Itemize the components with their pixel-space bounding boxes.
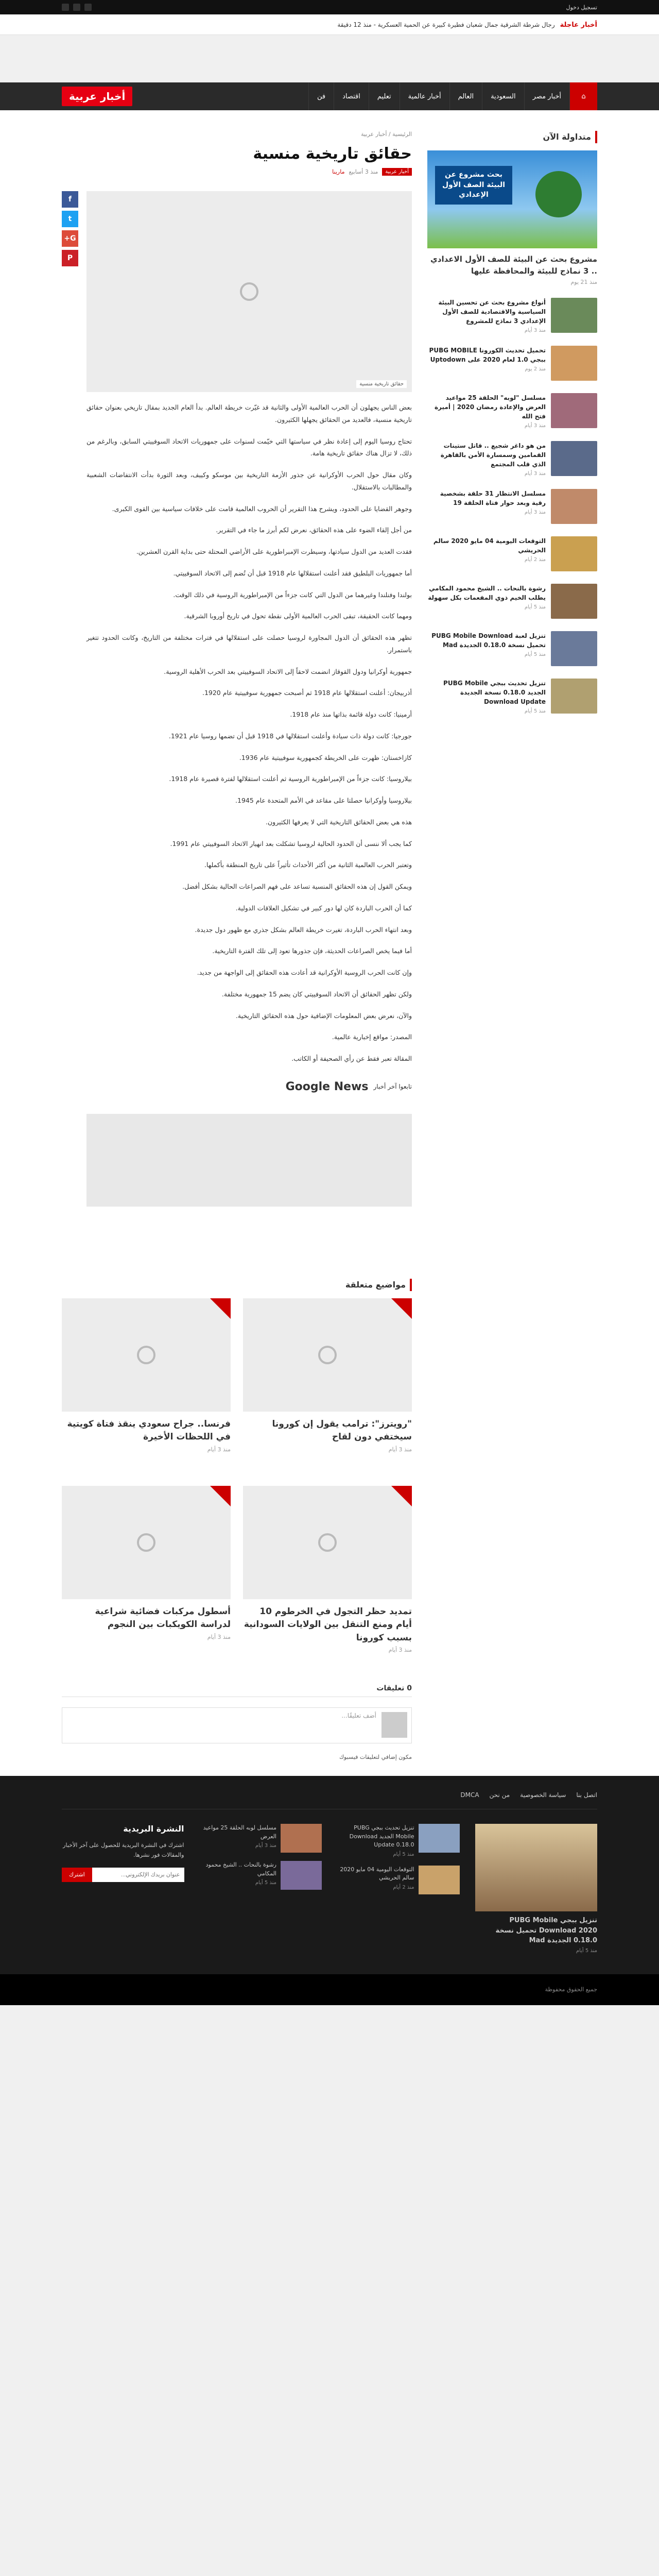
item-date: منذ 2 أيام bbox=[393, 1884, 414, 1890]
post-title[interactable]: رشوة بالنحات .. الشيخ محمود المكامي يطلب الخيم ذوي المفعمات بكل سهولة bbox=[428, 585, 546, 601]
avatar bbox=[381, 1712, 407, 1738]
corner-badge bbox=[210, 1486, 231, 1506]
post-date: منذ 3 أيام bbox=[524, 423, 546, 429]
post-date: منذ 3 أيام bbox=[524, 510, 546, 515]
related-title[interactable]: فرنسا.. جراح سعودي ينقذ فتاة كويتية في اللحظات الأخيرة bbox=[67, 1418, 231, 1443]
breaking-ticker bbox=[0, 14, 659, 35]
ticker-label: أخبار عاجلة bbox=[560, 21, 597, 29]
footer-nav bbox=[62, 1791, 597, 1809]
post-date: منذ 5 أيام bbox=[524, 604, 546, 610]
post-title[interactable]: مسلسل الانتظار 31 حلقة بشخصية رقية وبعد حوار فتاة الحلقة 19 bbox=[440, 490, 546, 506]
share-bar bbox=[62, 191, 78, 1207]
comment-count: 0 تعليقات bbox=[62, 1684, 412, 1697]
thumbnail[interactable] bbox=[551, 298, 597, 333]
article bbox=[62, 131, 412, 1760]
sidebar-post[interactable] bbox=[427, 441, 597, 477]
paragraph: ومهما كانت الحقيقة، تبقى الحرب العالمية الأولى نقطة تحول في تاريخ أوروبا الشرقية. bbox=[184, 612, 412, 620]
sidebar bbox=[427, 131, 597, 1760]
related-card[interactable] bbox=[243, 1486, 412, 1654]
youtube-icon[interactable] bbox=[62, 4, 69, 11]
image-placeholder-icon bbox=[137, 1533, 155, 1552]
footer-link[interactable]: اتصل بنا bbox=[576, 1791, 597, 1799]
post-title[interactable]: تنزيل تحديث ببجي PUBG Mobile الجديد 0.18.0 نسخة الجديدة Download Update bbox=[443, 680, 546, 705]
list-item[interactable] bbox=[337, 1866, 460, 1894]
google-news-logo[interactable]: Google News bbox=[285, 1080, 369, 1093]
sidebar-post[interactable] bbox=[427, 393, 597, 429]
featured-post[interactable] bbox=[427, 150, 597, 285]
hero-caption: حقائق تاريخية منسية bbox=[356, 380, 407, 388]
paragraph: وبعد انتهاء الحرب الباردة، تغيرت خريطة العالم بشكل جذري مع ظهور دول جديدة. bbox=[195, 925, 412, 934]
related-image[interactable] bbox=[62, 1486, 231, 1599]
tree-illustration bbox=[535, 171, 582, 217]
paragraph: وجوهر القضايا على الحدود، ويشرح هذا التقرير أن الحروب العالمية قامت على خلافات سياسية بين القوى الكبرى. bbox=[112, 504, 412, 513]
related-image[interactable] bbox=[243, 1486, 412, 1599]
sidebar-post[interactable] bbox=[427, 346, 597, 381]
paragraph: تظهر هذه الحقائق أن الدول المجاورة لروسيا حصلت على استقلالها في فترات مختلفة من التاريخ، وكانت الحدود تتغير باستمرار. bbox=[86, 634, 412, 654]
footer-link[interactable]: من نحن bbox=[489, 1791, 510, 1799]
related-card[interactable] bbox=[62, 1298, 231, 1453]
newsletter-text: اشترك في النشرة البريدية للحصول على آخر الأخبار والمقالات فور نشرها. bbox=[63, 1842, 184, 1858]
featured-banner: بحث مشروع عن البيئة الصف الأول الإعدادي bbox=[435, 166, 512, 205]
related-card[interactable] bbox=[62, 1486, 231, 1654]
paragraph: كما أن الحرب الباردة كان لها دور كبير في تشكيل العلاقات الدولية. bbox=[235, 904, 412, 912]
paragraph: أرمينيا: كانت دولة قائمة بذاتها منذ عام 1918. bbox=[290, 710, 412, 718]
paragraph: من أجل إلقاء الضوء على هذه الحقائق، نعرض لكم أبرز ما جاء في التقرير. bbox=[216, 526, 412, 534]
author-link[interactable]: مارينا bbox=[332, 168, 345, 175]
copyright-bar bbox=[0, 1974, 659, 2005]
nav-item[interactable]: تعليم bbox=[369, 82, 400, 110]
social-icons bbox=[62, 4, 92, 11]
nav-item[interactable]: فن bbox=[308, 82, 334, 110]
item-date: منذ 5 أيام bbox=[255, 1880, 276, 1886]
paragraph: كازاخستان: ظهرت على الخريطة كجمهورية سوفييتية عام 1936. bbox=[239, 753, 412, 761]
footer-featured[interactable] bbox=[475, 1824, 598, 1954]
related-title[interactable]: أسطول مركبات فضائية شراعية لدراسة الكويكبات بين النجوم bbox=[95, 1606, 231, 1630]
paragraph: جورجيا: كانت دولة ذات سيادة وأعلنت استقلالها في 1918 قبل أن تضمها روسيا عام 1921. bbox=[168, 732, 412, 740]
subscribe-button[interactable]: اشترك bbox=[62, 1868, 92, 1882]
paragraph: المصدر: مواقع إخبارية عالمية. bbox=[332, 1033, 412, 1041]
breadcrumb[interactable]: الرئيسية / أخبار عربية bbox=[361, 131, 412, 138]
related-image[interactable] bbox=[62, 1298, 231, 1412]
comment-form bbox=[62, 1707, 412, 1743]
thumbnail[interactable] bbox=[551, 346, 597, 381]
related-section bbox=[62, 1279, 412, 1654]
sidebar-post[interactable] bbox=[427, 679, 597, 714]
footer-featured-image[interactable] bbox=[475, 1824, 598, 1911]
corner-badge bbox=[391, 1298, 412, 1319]
corner-badge bbox=[391, 1486, 412, 1506]
thumbnail[interactable] bbox=[551, 584, 597, 619]
paragraph: وتعتبر الحرب العالمية الثانية من أكثر الأحداث تأثيراً على تاريخ المنطقة بأكملها. bbox=[204, 861, 412, 869]
facebook-icon[interactable] bbox=[84, 4, 92, 11]
menu bbox=[308, 82, 597, 110]
sidebar-post[interactable] bbox=[427, 536, 597, 571]
paragraph: ويمكن القول إن هذه الحقائق المنسية تساعد على فهم الصراعات الحالية بشكل أفضل. bbox=[182, 883, 412, 890]
comments-section bbox=[62, 1684, 412, 1760]
item-title[interactable]: رشوة بالنحات .. الشيخ محمود المكامي bbox=[205, 1861, 276, 1877]
paragraph: تحتاج روسيا اليوم إلى إعادة نظر في سياستها التي خيّمت لسنوات على جمهوريات الاتحاد السوفييتي السابق، وبالرغم من ذلك، لا تزال هناك حقائق تاريخية هامة. bbox=[86, 437, 412, 457]
paragraph: كما يجب ألا ننسى أن الحدود الحالية لروسيا تشكلت بعد انهيار الاتحاد السوفييتي عام 1991. bbox=[170, 839, 412, 848]
pinterest-share-icon[interactable]: P bbox=[62, 250, 78, 266]
newsletter-title: النشرة البريدية bbox=[123, 1824, 184, 1834]
image-placeholder-icon bbox=[318, 1346, 337, 1364]
item-title[interactable]: تنزيل تحديث ببجي PUBG Mobile الجديد Download Update 0.18.0 bbox=[349, 1824, 414, 1849]
facebook-share-icon[interactable]: f bbox=[62, 191, 78, 208]
paragraph: بولندا وفنلندا وغيرهما من الدول التي كانت جزءاً من الإمبراطورية الروسية في ذلك الوقت. bbox=[173, 590, 412, 599]
site-logo[interactable]: أخبار عربية bbox=[62, 87, 132, 106]
hero-image bbox=[86, 191, 412, 392]
paragraph: بيلاروسيا وأوكرانيا حصلتا على مقاعد في الأمم المتحدة عام 1945. bbox=[235, 796, 412, 804]
paragraph: بيلاروسيا: كانت جزءاً من الإمبراطورية الروسية ثم أعلنت استقلالها لفترة قصيرة عام 1918. bbox=[169, 775, 412, 783]
paragraph: جمهورية أوكرانيا ودول القوقاز انضمت لاحقاً إلى الاتحاد السوفييتي بعد الحرب الأهلية الروسية. bbox=[164, 667, 412, 675]
paragraph: أما فيما يخص الصراعات الحديثة، فإن جذورها تعود إلى تلك الفترة التاريخية. bbox=[212, 947, 412, 955]
related-card[interactable] bbox=[243, 1298, 412, 1453]
nav-item[interactable]: العالم bbox=[449, 82, 482, 110]
paragraph: هذه هي بعض الحقائق التاريخية التي لا يعرفها الكثيرون. bbox=[266, 818, 412, 826]
paragraph: أذربيجان: أعلنت استقلالها عام 1918 ثم أصبحت جمهورية سوفييتية عام 1920. bbox=[202, 689, 412, 697]
ticker-text[interactable]: رجال شرطة الشرقية جمال شعبان فطيرة كبيرة عن الحمية العسكرية - منذ 12 دقيقة bbox=[337, 21, 555, 28]
article-body bbox=[86, 401, 412, 1065]
featured-title[interactable]: مشروع بحث عن البيئة للصف الأول الاعدادي .. 3 نماذج للبيئة والمحافظة عليها bbox=[430, 255, 597, 276]
footer-featured-date: منذ 5 أيام bbox=[576, 1947, 597, 1954]
twitter-share-icon[interactable]: t bbox=[62, 211, 78, 227]
ad-placeholder bbox=[86, 1114, 412, 1207]
comment-plugin-label[interactable]: مكون إضافي لتعليقات فيسبوك bbox=[339, 1754, 412, 1761]
main-area bbox=[0, 110, 659, 1776]
newsletter-email-input[interactable] bbox=[92, 1868, 184, 1882]
thumbnail[interactable] bbox=[551, 536, 597, 571]
topbar bbox=[0, 0, 659, 14]
related-title[interactable]: "رويترز": ترامب يقول إن كورونا سيختفي دون لقاح bbox=[272, 1418, 412, 1443]
footer-featured-title[interactable]: تنزيل ببجي PUBG Mobile Download 2020 تحميل نسخة 0.18.0 الجديدة Mad bbox=[495, 1917, 597, 1945]
list-item[interactable] bbox=[200, 1824, 322, 1853]
thumbnail[interactable] bbox=[281, 1824, 322, 1853]
sidebar-post[interactable] bbox=[427, 584, 597, 619]
home-icon[interactable]: ⌂ bbox=[569, 82, 597, 110]
nav-item[interactable]: أخبار عالمية bbox=[400, 82, 449, 110]
paragraph: بعض الناس يجهلون أن الحرب العالمية الأولى والثانية قد غيّرت خريطة العالم. بدأ العام الجديد بمقال تاريخي بعنوان حقائق تاريخية منسية، فالعديد من الحقائق يجهلها الكثيرون. bbox=[86, 403, 412, 423]
article-date: منذ 3 أسابيع bbox=[349, 168, 378, 175]
post-date: منذ 2 يوم bbox=[525, 366, 546, 372]
post-title[interactable]: تحميل تحديث الكورونا PUBG MOBILE ببجي 1.0 لعام 2020 على Uptodown bbox=[429, 347, 546, 363]
article-meta bbox=[62, 168, 412, 176]
paragraph: المقالة تعبر فقط عن رأي الصحيفة أو الكاتب. bbox=[291, 1055, 412, 1062]
header bbox=[0, 35, 659, 82]
post-title[interactable]: أنواع مشروع بحث عن تحسين البيئة السياسية والاقتصادية للصف الأول الإعدادي 3 نماذج للمشروع bbox=[438, 299, 546, 325]
follow-label: تابعوا آخر أخبار bbox=[373, 1083, 412, 1091]
related-image[interactable] bbox=[243, 1298, 412, 1412]
thumbnail[interactable] bbox=[551, 393, 597, 428]
footer-list bbox=[337, 1824, 460, 1954]
related-date: منذ 3 أيام bbox=[207, 1446, 231, 1453]
paragraph: فقدت العديد من الدول سيادتها، وسيطرت الإمبراطورية على الأراضي المحتلة حتى بداية القرن العشرين. bbox=[136, 548, 412, 555]
twitter-icon[interactable] bbox=[73, 4, 80, 11]
newsletter bbox=[62, 1824, 184, 1954]
sidebar-title: متداولة الآن bbox=[427, 131, 597, 143]
featured-date: منذ 21 يوم bbox=[570, 279, 597, 285]
post-date: منذ 2 أيام bbox=[524, 557, 546, 563]
item-title[interactable]: التوقعات اليومية 04 مايو 2020 سالم الحريشي bbox=[340, 1866, 414, 1882]
paragraph: وكان مقال حول الحرب الأوكرانية عن جذور الأزمة التاريخية بين موسكو وكييف، وبعد الثورة بدأت الانتفاضات الشعبية والمطالبات بالاستقلال. bbox=[86, 471, 412, 491]
post-title[interactable]: تنزيل لعبة PUBG Mobile Download تحميل نسخة 0.18.0 الجديدة Mad bbox=[431, 632, 546, 649]
related-date: منذ 3 أيام bbox=[388, 1647, 412, 1654]
post-date: منذ 3 أيام bbox=[524, 471, 546, 477]
image-placeholder-icon bbox=[318, 1533, 337, 1552]
paragraph: ولكن تظهر الحقائق أن الاتحاد السوفييتي كان يضم 15 جمهورية مختلفة. bbox=[221, 990, 412, 998]
page-title: حقائق تاريخية منسية bbox=[253, 145, 412, 163]
post-date: منذ 5 أيام bbox=[524, 652, 546, 657]
login-link[interactable]: تسجيل دخول bbox=[566, 4, 597, 11]
item-date: منذ 5 أيام bbox=[393, 1851, 414, 1857]
paragraph: والآن، نعرض بعض المعلومات الإضافية حول هذه الحقائق التاريخية. bbox=[235, 1011, 412, 1020]
featured-image[interactable] bbox=[427, 150, 597, 248]
category-badge[interactable]: أخبار عربية bbox=[382, 168, 412, 176]
thumbnail[interactable] bbox=[551, 489, 597, 524]
image-placeholder-icon bbox=[137, 1346, 155, 1364]
item-date: منذ 3 أيام bbox=[255, 1843, 276, 1849]
thumbnail[interactable] bbox=[551, 679, 597, 714]
footer-link[interactable]: DMCA bbox=[460, 1791, 479, 1799]
footer bbox=[0, 1776, 659, 1974]
thumbnail[interactable] bbox=[551, 631, 597, 666]
thumbnail[interactable] bbox=[281, 1861, 322, 1890]
item-title[interactable]: مسلسل لوبه الحلقة 25 مواعيد العرض bbox=[203, 1824, 276, 1840]
google-news-follow[interactable] bbox=[86, 1080, 412, 1093]
post-date: منذ 5 أيام bbox=[524, 708, 546, 714]
main-nav bbox=[0, 82, 659, 110]
list-item[interactable] bbox=[337, 1824, 460, 1857]
related-date: منذ 3 أيام bbox=[207, 1633, 231, 1640]
thumbnail[interactable] bbox=[419, 1824, 460, 1853]
google-plus-share-icon[interactable]: G+ bbox=[62, 230, 78, 247]
sidebar-post[interactable] bbox=[427, 489, 597, 524]
related-title: مواضيع متعلقة bbox=[62, 1279, 412, 1291]
related-date: منذ 3 أيام bbox=[388, 1446, 412, 1453]
paragraph: وإن كانت الحرب الروسية الأوكرانية قد أعادت هذه الحقائق إلى الواجهة من جديد. bbox=[197, 969, 412, 976]
footer-list-2 bbox=[200, 1824, 322, 1954]
footer-link[interactable]: سياسة الخصوصية bbox=[520, 1791, 566, 1799]
paragraph: أما جمهوريات البلطيق فقد أعلنت استقلالها عام 1918 قبل أن تُضم إلى الاتحاد السوفييتي. bbox=[173, 569, 412, 577]
nav-item[interactable]: السعودية bbox=[482, 82, 524, 110]
thumbnail[interactable] bbox=[419, 1866, 460, 1894]
copyright-text: جميع الحقوق محفوظة bbox=[545, 1986, 597, 1993]
post-title[interactable]: من هو داغر شجيع .. قاتل ستينات القمامين وسمسارة الأمن بالقاهرة الذي قلب المجتمع bbox=[440, 442, 546, 468]
sidebar-post[interactable] bbox=[427, 298, 597, 333]
post-title[interactable]: مسلسل "لوبه" الحلقة 25 مواعيد العرض والإعادة رمضان 2020 | أميرة فتح الله bbox=[434, 394, 546, 420]
comment-input[interactable]: أضف تعليقًا... bbox=[66, 1712, 376, 1739]
sidebar-post[interactable] bbox=[427, 631, 597, 666]
list-item[interactable] bbox=[200, 1861, 322, 1890]
related-title[interactable]: تمديد حظر التجول في الخرطوم 10 أيام ومنع التنقل بين الولايات السودانية بسبب كورونا bbox=[244, 1606, 412, 1643]
nav-item[interactable]: أخبار مصر bbox=[524, 82, 569, 110]
post-title[interactable]: التوقعات اليومية 04 مايو 2020 سالم الحريشي bbox=[433, 537, 546, 554]
image-placeholder-icon bbox=[240, 282, 258, 301]
thumbnail[interactable] bbox=[551, 441, 597, 476]
nav-item[interactable]: اقتصاد bbox=[334, 82, 369, 110]
corner-badge bbox=[210, 1298, 231, 1319]
post-date: منذ 3 أيام bbox=[524, 328, 546, 333]
